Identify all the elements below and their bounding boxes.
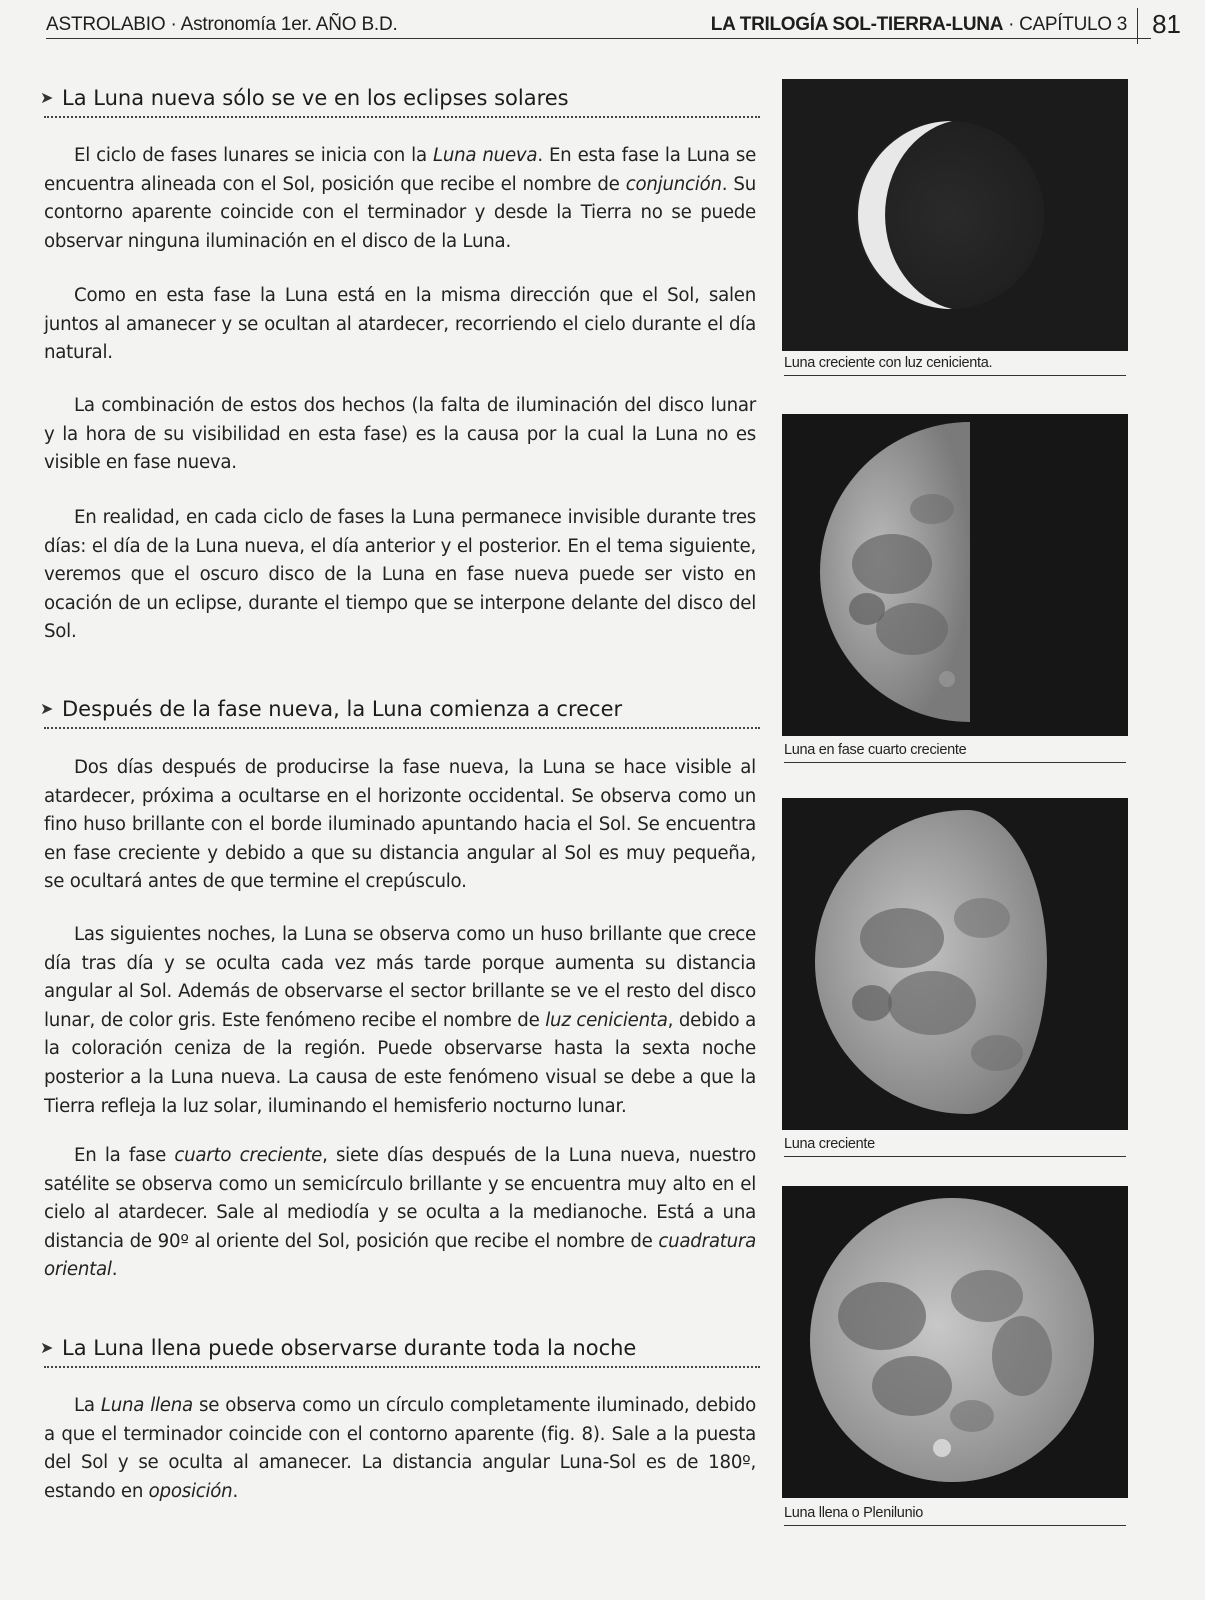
figure-caption: Luna llena o Plenilunio xyxy=(784,1505,1126,1526)
book-title: ASTROLABIO · Astronomía 1er. AÑO B.D. xyxy=(46,14,398,35)
section-heading-full-moon xyxy=(40,1336,760,1368)
paragraph xyxy=(44,504,756,647)
section-heading-text: La Luna llena puede observarse durante toda la noche xyxy=(62,1336,637,1360)
text-run: . xyxy=(111,1259,118,1281)
chapter-number: · CAPÍTULO 3 xyxy=(1003,14,1127,35)
text-run: . Su contorno aparente coincide con el terminador y desde la Tierra no se puede observar ninguna iluminación en el disco de la Luna. xyxy=(44,173,756,252)
text-run: se observa como un círculo completamente iluminado, debido a que el terminador coincide con el contorno aparente (fig. 8). Sale a la puesta del Sol y se oculta al amanecer. La distancia angular Luna-Sol es de 180º, estando en xyxy=(44,1395,756,1502)
text-run: Las siguientes noches, la Luna se observa como un huso brillante que crece día tras día y se oculta cada vez más tarde porque aumenta su distancia angular al Sol. Además de observarse el sector brillante se ve el resto del disco lunar, de color gris. Este fenómeno recibe el nombre de xyxy=(44,924,756,1031)
bullet-icon: ➤ xyxy=(40,699,54,718)
paragraph xyxy=(44,1142,756,1285)
figure-caption: Luna en fase cuarto creciente xyxy=(784,742,1126,763)
moon-photo-full xyxy=(782,1186,1128,1498)
section-heading-waxing xyxy=(40,697,760,729)
italic-term: oposición xyxy=(148,1480,233,1502)
italic-term: cuadratura oriental xyxy=(44,1230,756,1281)
text-run: . xyxy=(232,1480,239,1502)
paragraph xyxy=(44,1392,756,1506)
text-run: En realidad, en cada ciclo de fases la Luna permanece invisible durante tres días: el día de la Luna nueva, el día anterior y el posterior. En el tema siguiente, veremos que el oscuro disco de la Luna en fase nueva puede ser visto en ocación de un eclipse, durante el tiempo que se interpone delante del disco del Sol. xyxy=(44,507,756,643)
moon-photo-first-quarter xyxy=(782,414,1128,736)
text-run: La xyxy=(74,1395,101,1416)
text-run: , siete días después de la Luna nueva, nuestro satélite se observa como un semicírculo brillante y se encuentra muy alto en el cielo al atardecer. Sale al mediodía y se oculta a la medianoche. Está a una distancia de 90º al oriente del Sol, posición que recibe el nombre de xyxy=(44,1145,757,1252)
text-run: El ciclo de fases lunares se inicia con la xyxy=(74,145,433,166)
chapter-name: LA TRILOGÍA SOL-TIERRA-LUNA xyxy=(710,14,1004,35)
section-heading-text: La Luna nueva sólo se ve en los eclipses solares xyxy=(62,86,569,110)
figure-caption: Luna creciente xyxy=(784,1136,1126,1157)
italic-term: luz cenicienta xyxy=(545,1009,668,1031)
paragraph xyxy=(44,142,756,256)
page-number: 81 xyxy=(1137,8,1181,44)
moon-photo-crescent xyxy=(782,79,1128,351)
section-heading-text: Después de la fase nueva, la Luna comienza a crecer xyxy=(62,697,623,721)
paragraph xyxy=(44,282,756,368)
paragraph xyxy=(44,754,756,897)
section-heading-new-moon xyxy=(40,86,760,118)
paragraph xyxy=(44,921,756,1121)
text-run: , debido a la coloración ceniza de la región. Puede observarse hasta la sexta noche posterior a la Luna nueva. La causa de este fenómeno visual se debe a que la Tierra refleja la luz solar, iluminando el hemisferio nocturno lunar. xyxy=(44,1009,756,1117)
figure-caption: Luna creciente con luz cenicienta. xyxy=(784,355,1126,376)
italic-term: cuarto creciente xyxy=(174,1145,323,1166)
paragraph xyxy=(44,392,756,478)
running-header xyxy=(46,8,1181,39)
bullet-icon: ➤ xyxy=(40,1338,54,1357)
italic-term: Luna nueva xyxy=(432,145,538,166)
text-run: La combinación de estos dos hechos (la falta de iluminación del disco lunar y la hora de su visibilidad en esta fase) es la causa por la cual la Luna no es visible en fase nueva. xyxy=(44,395,756,474)
moon-photo-waxing-gibbous xyxy=(782,798,1128,1130)
text-run: . En esta fase la Luna se encuentra alineada con el Sol, posición que recibe el nombre de xyxy=(44,145,757,195)
italic-term: conjunción xyxy=(625,173,722,195)
italic-term: Luna llena xyxy=(100,1395,193,1416)
bullet-icon: ➤ xyxy=(40,88,54,107)
chapter-title xyxy=(711,14,1127,36)
text-run: En la fase xyxy=(74,1145,175,1166)
text-run: Como en esta fase la Luna está en la misma dirección que el Sol, salen juntos al amanecer y se ocultan al atardecer, recorriendo el cielo durante el día natural. xyxy=(44,285,756,364)
text-run: Dos días después de producirse la fase nueva, la Luna se hace visible al atardecer, próxima a ocultarse en el horizonte occidental. Se observa como un fino huso brillante con el borde iluminado apuntando hacia el Sol. Se encuentra en fase creciente y debido a que su distancia angular al Sol es muy pequeña, se ocultará antes de que termine el crepúsculo. xyxy=(44,757,756,893)
